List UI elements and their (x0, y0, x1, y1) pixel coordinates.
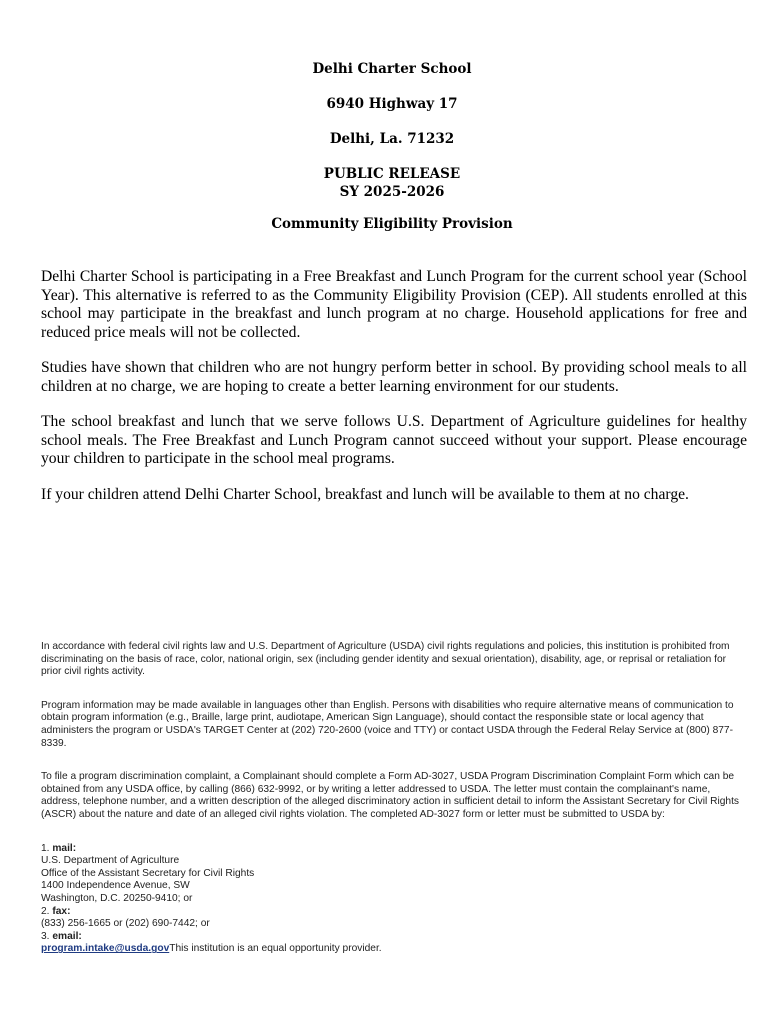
program-information-paragraph: Program information may be made available in languages other than English. Persons with disabilities who require alternative means of communication to obtain program information (e.g., Braille, large print, audiotape, American Sign Language), should contact the responsible state or local agency that administers the program or USDA's TARGET Center at (202) 720-2600 (voice and TTY) or contact USDA through the Federal Relay Service at (800) 877-8339. (41, 699, 734, 749)
equal-opportunity-statement: This institution is an equal opportunity provider. (169, 943, 382, 955)
mail-address-line: Washington, D.C. 20250-9410; or (41, 892, 193, 904)
civil-rights-paragraph: In accordance with federal civil rights law and U.S. Department of Agriculture (USDA) civil rights regulations and policies, this institution is prohibited from discriminating on the basis of race, color, national origin, sex (including gender identity and sexual orientation), disability, age, or reprisal or retaliation for prior civil rights activity. (41, 641, 730, 678)
street-address: 6940 Highway 17 (326, 96, 458, 112)
mail-number: 1. (41, 842, 50, 854)
document-header (0, 60, 784, 233)
complaint-contact-list (41, 843, 741, 956)
fax-number: 2. (41, 905, 50, 917)
school-name: Delhi Charter School (312, 61, 472, 77)
email-option (41, 931, 741, 944)
email-label: email: (52, 930, 82, 942)
public-release-title: PUBLIC RELEASE (323, 166, 461, 182)
mail-address-line: U.S. Department of Agriculture (41, 855, 180, 867)
announcement-body (41, 268, 747, 521)
city-state-zip: Delhi, La. 71232 (329, 131, 455, 147)
fax-option (41, 906, 741, 919)
fax-label: fax: (52, 905, 71, 917)
paragraph-guidelines: The school breakfast and lunch that we serve follows U.S. Department of Agriculture guidelines for healthy school meals. The Free Breakfast and Lunch Program cannot succeed without your support. Please encourage your children to participate in the school meal programs. (41, 413, 747, 467)
nondiscrimination-statement (41, 641, 741, 956)
fax-line: (833) 256-1665 or (202) 690-7442; or (41, 918, 210, 930)
mail-address-line: Office of the Assistant Secretary for Civil Rights (41, 867, 255, 879)
paragraph-no-charge: If your children attend Delhi Charter School, breakfast and lunch will be available to them at no charge. (41, 485, 689, 503)
email-link[interactable]: program.intake@usda.gov (41, 943, 170, 955)
paragraph-studies: Studies have shown that children who are not hungry perform better in school. By providing school meals to all children at no charge, we are hoping to create a better learning environment for our students. (41, 359, 747, 395)
mail-label: mail: (52, 842, 77, 854)
mail-option (41, 843, 741, 856)
school-year: SY 2025-2026 (339, 184, 445, 200)
program-title: Community Eligibility Provision (271, 216, 513, 232)
complaint-paragraph: To file a program discrimination complaint, a Complainant should complete a Form AD-3027, USDA Program Discrimination Complaint Form which can be obtained from any USDA office, by calling (866) 632-9992, or by writing a letter addressed to USDA. The letter must contain the complainant's name, address, telephone number, and a written description of the alleged discriminatory action in sufficient detail to inform the Assistant Secretary for Civil Rights (ASCR) about the nature and date of an alleged civil rights violation. The completed AD-3027 form or letter must be submitted to USDA by: (41, 771, 740, 820)
email-line (41, 943, 741, 956)
mail-address-line: 1400 Independence Avenue, SW (41, 880, 190, 892)
email-number: 3. (41, 930, 50, 942)
paragraph-cep-participation: Delhi Charter School is participating in a Free Breakfast and Lunch Program for the current school year (School Year). This alternative is referred to as the Community Eligibility Provision (CEP). All students enrolled at this school may participate in the breakfast and lunch program at no charge. Household applications for free and reduced price meals will not be collected. (41, 268, 747, 341)
